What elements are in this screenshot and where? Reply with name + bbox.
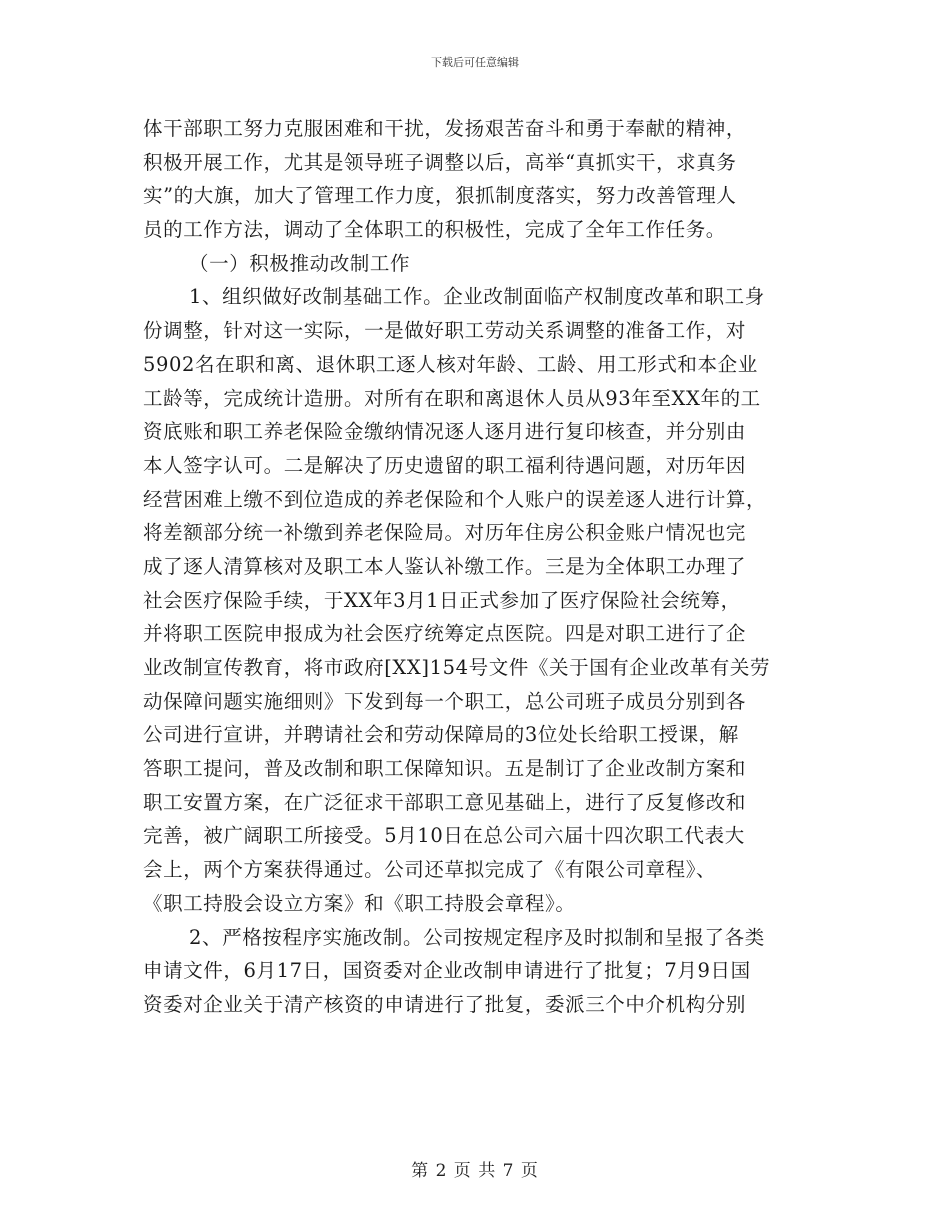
body-line: 《职工持股会设立方案》和《职工持股会章程》。 (143, 891, 576, 915)
body-line: 并将职工医院申报成为社会医疗统筹定点医院。四是对职工进行了企 (143, 622, 747, 646)
body-line: 体干部职工努力克服困难和干扰，发扬艰苦奋斗和勇于奉献的精神， (143, 117, 747, 140)
body-line: 会上，两个方案获得通过。公司还草拟完成了《有限公司章程》、 (143, 858, 717, 882)
body-line: 实”的大旗，加大了管理工作力度，狠抓制度落实，努力改善管理人 (143, 184, 737, 208)
body-line: 资委对企业关于清产核资的申请进行了批复，委派三个中介机构分别 (143, 992, 747, 1016)
body-line: 1、组织做好改制基础工作。企业改制面临产权制度改革和职工身 (189, 285, 765, 309)
body-line: 职工安置方案，在广泛征求干部职工意见基础上，进行了反复修改和 (143, 790, 747, 814)
body-line: 工龄等，完成统计造册。对所有在职和离退休人员从93年至XX年的工 (143, 386, 761, 410)
page-header-note: 下载后可任意编辑 (431, 56, 519, 69)
body-line: 员的工作方法，调动了全体职工的积极性，完成了全年工作任务。 (143, 218, 726, 242)
body-line: 申请文件，6月17日，国资委对企业改制申请进行了批复；7月9日国 (143, 959, 751, 983)
body-line: 成了逐人清算核对及职工本人鉴认补缴工作。三是为全体职工办理了 (143, 554, 747, 578)
body-line: 2、严格按程序实施改制。公司按规定程序及时拟制和呈报了各类 (189, 925, 765, 949)
body-line: 5902名在职和离、退休职工逐人核对年龄、工龄、用工形式和本企业 (143, 352, 758, 376)
body-line: 动保障问题实施细则》下发到每一个职工，总公司班子成员分别到各 (143, 689, 747, 713)
body-line: 资底账和职工养老保险金缴纳情况逐人逐月进行复印核查，并分别由 (143, 420, 747, 444)
section-heading: （一）积极推动改制工作 (189, 251, 411, 275)
body-line: 本人签字认可。二是解决了历史遗留的职工福利待遇问题，对历年因 (143, 453, 747, 477)
body-line: 公司进行宣讲，并聘请社会和劳动保障局的3位处长给职工授课，解 (143, 723, 739, 747)
document-body (143, 112, 811, 1022)
body-line: 份调整，针对这一实际，一是做好职工劳动关系调整的准备工作，对 (143, 319, 747, 343)
body-line: 将差额部分统一补缴到养老保险局。对历年住房公积金账户情况也完 (143, 521, 747, 545)
body-line: 答职工提问，普及改制和职工保障知识。五是制订了企业改制方案和 (143, 757, 747, 781)
page-number-footer: 第 2 页 共 7 页 (411, 1161, 539, 1181)
body-line: 积极开展工作，尤其是领导班子调整以后，高举“真抓实干，求真务 (143, 150, 737, 174)
body-line: 业改制宣传教育，将市政府[XX]154号文件《关于国有企业改革有关劳 (143, 656, 771, 679)
body-line: 经营困难上缴不到位造成的养老保险和个人账户的误差逐人进行计算， (143, 487, 767, 511)
body-line: 社会医疗保险手续，于XX年3月1日正式参加了医疗保险社会统筹， (143, 588, 741, 612)
body-line: 完善，被广阔职工所接受。5月10日在总公司六届十四次职工代表大 (143, 824, 745, 848)
